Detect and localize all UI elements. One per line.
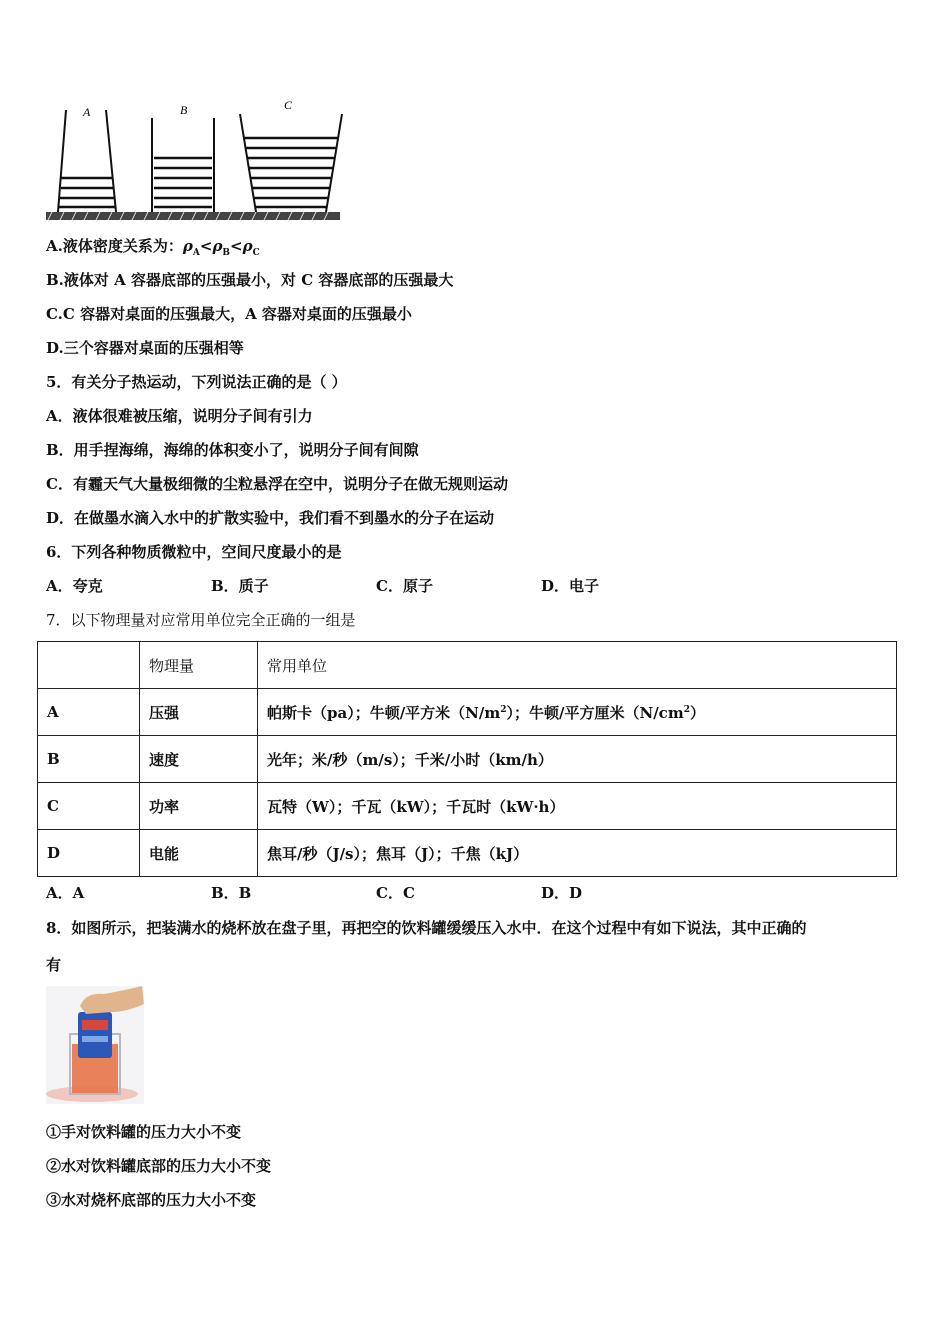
q4-option-c: C.C 容器对桌面的压强最大，A 容器对桌面的压强最小: [46, 305, 412, 323]
q7-option-d: D．D: [541, 884, 583, 902]
row-quantity: 压强: [140, 689, 258, 736]
units-table: [37, 641, 897, 877]
row-quantity: 功率: [140, 783, 258, 830]
container-a: [58, 110, 116, 212]
row-units: 焦耳/秒（J/s）；焦耳（J）；千焦（kJ）: [258, 830, 897, 877]
q5-option-a: A．液体很难被压缩，说明分子间有引力: [46, 407, 313, 425]
q5-option-b: B．用手捏海绵，海绵的体积变小了，说明分子间有间隙: [46, 441, 419, 459]
q8-statement-1: ①手对饮料罐的压力大小不变: [46, 1123, 242, 1141]
q8-stem-line2: 有: [46, 956, 62, 974]
table-row: [38, 783, 897, 830]
row-quantity: 电能: [140, 830, 258, 877]
q5-option-d: D．在做墨水滴入水中的扩散实验中，我们看不到墨水的分子在运动: [46, 509, 495, 527]
q8-stem-line1: 8．如图所示，把装满水的烧杯放在盘子里，再把空的饮料罐缓缓压入水中．在这个过程中有如下说法，其中正确的: [46, 919, 807, 937]
row-key: D: [38, 830, 140, 877]
q4-option-a: A.液体密度关系为：$\rho_A<\rho_B<\rho_C$: [46, 237, 260, 258]
containers-figure: [44, 92, 344, 224]
drink-can: [78, 1012, 112, 1058]
row-key: A: [38, 689, 140, 736]
q6-option-a: A．夸克: [46, 577, 103, 595]
label-b: B: [180, 103, 188, 117]
q6-option-b: B．质子: [211, 577, 269, 595]
label-a: A: [83, 105, 91, 119]
row-key: C: [38, 783, 140, 830]
row-units: 光年；米/秒（m/s）；千米/小时（km/h）: [258, 736, 897, 783]
q6-stem: 6．下列各种物质微粒中，空间尺度最小的是: [46, 543, 342, 561]
table-row: [38, 830, 897, 877]
q7-option-c: C．C: [376, 884, 415, 902]
row-quantity: 速度: [140, 736, 258, 783]
q4-option-b: B.液体对 A 容器底部的压强最小，对 C 容器底部的压强最大: [46, 271, 454, 289]
row-units: 瓦特（W）；千瓦（kW）；千瓦时（kW·h）: [258, 783, 897, 830]
q6-option-d: D．电子: [541, 577, 600, 595]
row-units: 帕斯卡（pa）；牛顿/平方米$(N/m^2)$；牛顿/平方厘米$(N/cm^2)$: [258, 689, 897, 736]
q8-statement-3: ③水对烧杯底部的压力大小不变: [46, 1191, 257, 1209]
q8-statement-2: ②水对饮料罐底部的压力大小不变: [46, 1157, 272, 1175]
q5-stem: 5．有关分子热运动，下列说法正确的是（ ）: [46, 373, 347, 391]
q7-option-a: A．A: [46, 884, 85, 902]
table-header-cell: 常用单位: [258, 642, 897, 689]
beaker-photo: [46, 986, 144, 1104]
table-header-cell: [38, 642, 140, 689]
row-key: B: [38, 736, 140, 783]
table-header-cell: 物理量: [140, 642, 258, 689]
label-c: C: [284, 98, 293, 112]
q7-stem: 7．以下物理量对应常用单位完全正确的一组是: [46, 611, 356, 629]
table-header-row: [38, 642, 897, 689]
q5-option-c: C．有霾天气大量极细微的尘粒悬浮在空中，说明分子在做无规则运动: [46, 475, 508, 493]
table-row: [38, 736, 897, 783]
q7-option-b: B．B: [211, 884, 252, 902]
q4-option-d: D.三个容器对桌面的压强相等: [46, 339, 244, 357]
table-row: [38, 689, 897, 736]
q6-option-c: C．原子: [376, 577, 433, 595]
